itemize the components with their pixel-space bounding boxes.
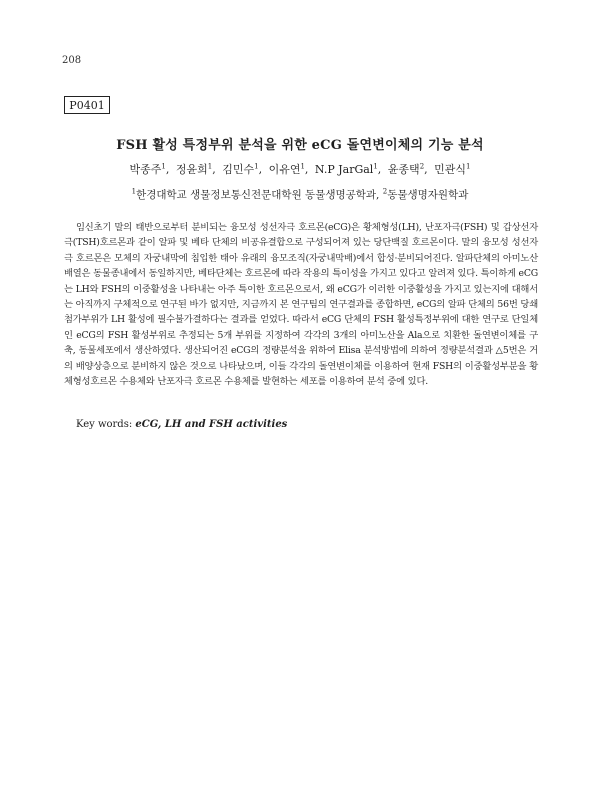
- page-number: 208: [62, 55, 82, 66]
- affiliation: $^1$한경대학교 생물정보통신전문대학원 동물생명공학과,: [131, 187, 380, 201]
- abstract-body: [64, 220, 538, 389]
- author: 박종주$^1$: [129, 162, 166, 176]
- abstract-id: P0401: [69, 98, 105, 112]
- abstract-id-box: [64, 96, 110, 114]
- keywords: [76, 419, 287, 430]
- author: 민관식$^1$: [434, 162, 471, 176]
- author: N.P JarGal$^1$: [314, 162, 378, 176]
- paper-title: FSH 활성 특정부위 분석을 위한 eCG 돌연변이체의 기능 분석: [116, 138, 484, 153]
- author: 김민수$^1$: [222, 162, 259, 176]
- affiliation: $^2$동물생명자원학과: [382, 187, 469, 201]
- author: 윤종택$^2$: [387, 162, 425, 176]
- author-list: 박종주$^1$, 정윤희$^1$, 김민수$^1$, 이유연$^1$, N.P JarGal$^1$, 윤종택$^2$, 민관식$^1$: [129, 162, 471, 176]
- keywords-value: eCG, LH and FSH activities: [135, 419, 288, 430]
- author: 이유연$^1$: [268, 162, 305, 176]
- abstract-paragraph: 임신초기 말의 태반으로부터 분비되는 융모성 성선자극 호르몬(eCG)은 황체형성(LH), 난포자극(FSH) 및 갑상선자극(TSH)호르몬과 같이 알파 및 베타 단체의 비공유결합으로 구성되어져 있는 당단백질 호르몬이다. 말의 융모성 성선자극 호르몬은 모체의 자궁내막에 침입한 태아 유래의 융모조직(자궁내막배)에서 합성·분비되어진다. 알파단체의 아미노산 배열은 동물종내에서 동일하지만, 베타단체는 호르몬에 따라 작용의 특이성을 가지고 있다고 알려져 있다. 특이하게 eCG는 LH와 FSH의 이중활성을 나타내는 아주 특이한 호르몬으로서, 왜 eCG가 이러한 이중활성을 가지고 있는지에 대해서는 아직까지 구체적으로 연구된 바가 없지만, 지금까지 본 연구팀의 연구결과를 종합하면, eCG의 알파 단체의 56번 당쇄 첨가부위가 LH 활성에 필수불가결하다는 결과를 얻었다. 따라서 eCG 단체의 FSH 활성특정부위에 대한 연구로 단일체인 eCG의 FSH 활성부위로 추정되는 5개 부위를 지정하여 각각의 3개의 아미노산을 Ala으로 치환한 돌연변이체를 구축, 동물세포에서 생산하였다. 생산되어진 eCG의 정량분석을 위하여 Elisa 분석방법에 의하여 정량분석결과 △5번은 거의 배양상층으로 분비하지 않은 것으로 나타났으며, 이들 각각의 돌연변이체를 이용하여 현재 FSH의 이중활성부분을 황체형성호르몬 수용체와 난포자극 호르몬 수용체를 발현하는 세포를 이용하여 분석 중에 있다.: [64, 222, 538, 388]
- keywords-label: Key words:: [76, 419, 133, 430]
- author: 정윤희$^1$: [175, 162, 213, 176]
- affiliations: [40, 187, 560, 202]
